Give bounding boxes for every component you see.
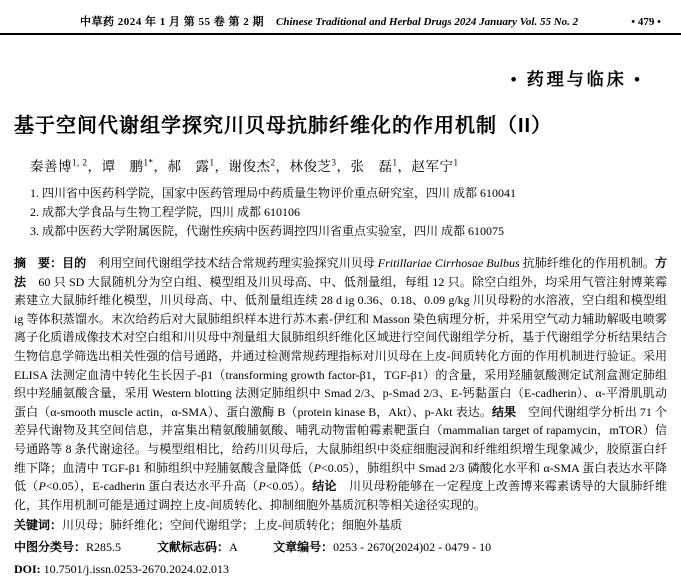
affiliation-item: 3. 成都中医药大学附属医院，代谢性疾病中医药调控四川省重点实验室，四川 成都 610075 [30, 224, 505, 238]
abstract-paragraph: 摘 要：目的 利用空间代谢组学技术结合常规药理实验探究川贝母 Fritillariae Cirrhosae Bulbus 抗肺纤维化的作用机制。方法 60 只 SD 大鼠随机分为空白组、模型组及川贝母高、中、低剂量组，每组 12 只。除空白组外，均采用气管注射博莱霉素建立大鼠肺纤维化模型，川贝母高、中、低剂量组连续 28 d ig 0.36、0.18、0.09 g/kg 川贝母粉的水溶液，空白组和模型组 ig 等体积蒸馏水。末次给药后对大鼠肺组织样本进行苏木素-伊红和 Masson 染色病理分析，并采用空气动力辅助解吸电喷雾离子化质谱成像技术对空白组和川贝母中剂量组大鼠肺组织纤维化区域进行空间代谢组学分析，基于代谢组学分析结果结合生物信息学筛选出相关性强的信号通路，并通过检测常规药理指标对川贝母在上皮-间质转化方面的作用机制进行验证。采用 ELISA 法测定血清中转化生长因子-β1（transforming growth factor-β1，TGF-β1）的含量，采用羟脯氨酸测定试剂盒测定肺组织中羟脯氨酸含量，采用 Western blotting 法测定肺组织中 Smad 2/3、p-Smad 2/3、E-钙黏蛋白（E-cadherin）、α-平滑肌肌动蛋白（α-smooth muscle actin，α-SMA）、蛋白激酶 B（protein kinase B，Akt）、p-Akt 表达。结果 空间代谢组学分析出 71 个差异代谢物及其空间信息，并富集出精氨酸脯氨酸、哺乳动物雷帕霉素靶蛋白（mammalian target of rapamycin，mTOR）信号通路等 8 条代谢途径。与模型组相比，给药川贝母后，大鼠肺组织中炎症细胞浸润和纤维组织增生现象减少，胶原蛋白纤维下降；血清中 TGF-β1 和肺组织中羟脯氨酸含量降低（P<0.05），肺组织中 Smad 2/3 磷酸化水平和 α-SMA 蛋白表达水平降低（P<0.05），E-cadherin 蛋白表达水平升高（P<0.05）。结论 川贝母粉能够在一定程度上改善博来霉素诱导的大鼠肺纤维化，其作用机制可能是通过调控上皮-间质转化、抑制细胞外基质沉积等相关途径实现的。 [14, 256, 667, 512]
affiliations-list [30, 184, 667, 241]
affiliation-item: 1. 四川省中医药科学院，国家中医药管理局中药质量生物评价重点研究室，四川 成都 610041 [30, 186, 517, 200]
article-title: 基于空间代谢组学探究川贝母抗肺纤维化的作用机制（II） [14, 115, 553, 137]
section-label: • 药理与临床 • [510, 70, 643, 89]
classification-line: 中图分类号：R285.5 文献标志码：A 文章编号：0253 - 2670(2024)02 - 0479 - 10 [14, 540, 492, 555]
affiliation-item: 2. 成都大学食品与生物工程学院，四川 成都 610106 [30, 205, 301, 219]
running-header [0, 0, 681, 29]
authors-line: 秦善博$^{1, 2}$，谭 鹏$^{1*}$，郝 露$^1$，谢俊杰$^2$，林俊芝$^3$，张 磊$^1$，赵军宁$^1$ [30, 157, 459, 174]
keywords-line: 关键词：川贝母；肺纤维化；空间代谢组学；上皮-间质转化；细胞外基质 [14, 518, 403, 533]
page-number: • 479 • [631, 16, 661, 28]
doi-line: DOI: 10.7501/j.issn.0253-2670.2024.02.013 [14, 562, 230, 577]
journal-title-cn: 中草药 2024 年 1 月 第 55 卷 第 2 期 [80, 16, 264, 28]
journal-title-en: Chinese Traditional and Herbal Drugs 2024 January Vol. 55 No. 2 [276, 16, 579, 28]
header-rule [0, 33, 681, 35]
